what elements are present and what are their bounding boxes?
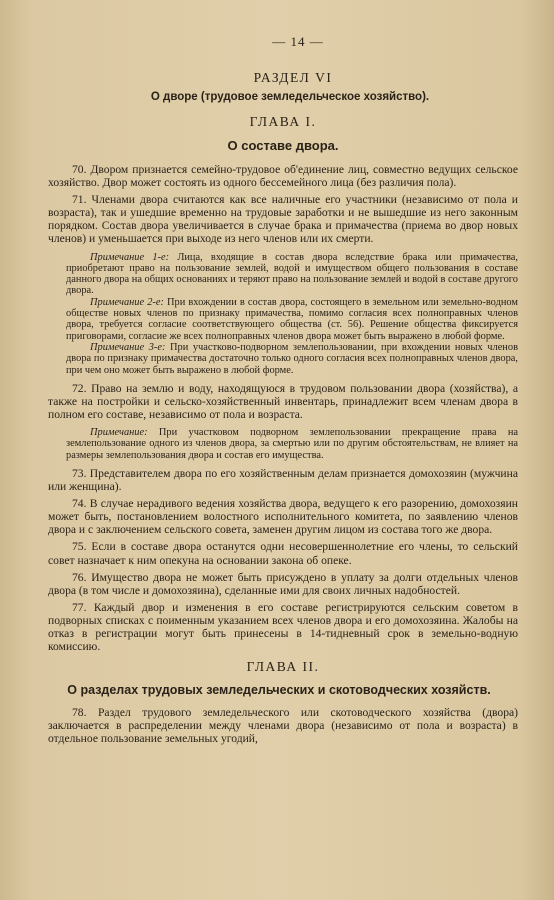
article-76: 76. Имущество двора не может быть присуждено в уплату за долги отдельных членов двора (в том числе и домохозяина), сделанные ими для своих личных надобностей. <box>48 570 518 597</box>
note-71-3 <box>66 342 518 376</box>
note-text: Лица, входящие в состав двора вследствие брака или примачества, приобретают право на пользование землей, водой и имуществом общего пользования в составе данного двора на общих основаниях и теряют право на пользование землей и водой в составе другого двора. <box>66 251 518 297</box>
chapter-2-title: О разделах трудовых земледельческих и скотоводческих хозяйств. <box>67 683 491 698</box>
chapter-1-title: О составе двора. <box>227 138 339 153</box>
note-71-2 <box>66 297 518 342</box>
section-heading: РАЗДЕЛ VI <box>253 70 333 85</box>
article-70: 70. Двором признается семейно-трудовое об'единение лиц, совместно ведущих сельское хозяйство. Двор может состоять из одного бессемейного лица (без различия пола). <box>48 163 518 190</box>
notes-article-72 <box>48 427 518 461</box>
article-73: 73. Представителем двора по его хозяйственным делам признается домохозяин (мужчина или женщина). <box>48 467 518 494</box>
note-text: При участковом подворном землепользовании прекращение права на землепользование одного из членов двора, за смертью или по другим обстоятельствам, не влияет на размеры землепользования двора и состав его имущества. <box>66 427 518 461</box>
section-title: О дворе (трудовое земледельческое хозяйство). <box>150 91 430 103</box>
chapter-2-label: ГЛАВА II. <box>246 659 320 675</box>
page-number: — 14 — <box>272 34 324 49</box>
note-label: Примечание: <box>90 427 148 439</box>
note-label: Примечание 2-е: <box>90 296 164 308</box>
article-74: 74. В случае нерадивого ведения хозяйства двора, ведущего к его разорению, домохозяин может быть, постановлением волостного исполнительного комитета, по заявлению членов двора и с заключением сельского совета, заменен другим лицом из состава того же двора. <box>48 497 518 537</box>
article-77: 77. Каждый двор и изменения в его составе регистрируются сельским советом в подворных списках с поименным указанием всех членов двора и его домохозяина. Жалобы на отказ в регистрации могут быть принесены в 14-тидневный срок в земельно-водную комиссию. <box>48 600 518 654</box>
note-72 <box>66 427 518 461</box>
note-text: При участково-подворном землепользовании, при вхождении новых членов двора по признаку примачества достаточно только одного согласия всех полноправных членов двора, при чем оно может быть выражено в любой форме. <box>66 341 518 376</box>
note-label: Примечание 3-е: <box>90 341 166 353</box>
notes-article-71 <box>48 252 518 376</box>
article-75: 75. Если в составе двора останутся одни несовершеннолетние его члены, то сельский совет назначает к ним опекуна на основании закона об опеке. <box>48 540 518 567</box>
note-text: При вхождении в состав двора, состоящего в земельном или земельно-водном обществе новых членов по признаку примачества, помимо согласия всех полноправных членов двора, требуется согласие соответствующего общества (ст. 56). Решение общества фиксируется приговорами, согласие же всех полноправных членов двора может быть выражено в любой форме. <box>66 296 518 342</box>
note-71-1 <box>66 252 518 297</box>
article-78: 78. Раздел трудового земледельческого или скотоводческого хозяйства (двора) заключается в распределении между членами двора (независимо от пола и возраста) в отдельное пользование земельных угодий, <box>48 706 518 746</box>
article-71: 71. Членами двора считаются как все наличные его участники (независимо от пола и возраста), так и ушедшие временно на трудовые заработки и не вышедшие из него законным порядком. Состав двора увеличивается в случае брака и примачества (приема во двор новых членов) и уменьшается при выходе из него членов или их смерти. <box>48 193 518 246</box>
chapter-1-label: ГЛАВА I. <box>249 114 317 129</box>
article-72: 72. Право на землю и воду, находящуюся в трудовом пользовании двора (хозяйства), а также на постройки и сельско-хозяйственный инвентарь, принадлежит всем членам двора в полном его составе, независимо от пола и возраста. <box>48 381 518 422</box>
note-label: Примечание 1-е: <box>90 251 170 263</box>
